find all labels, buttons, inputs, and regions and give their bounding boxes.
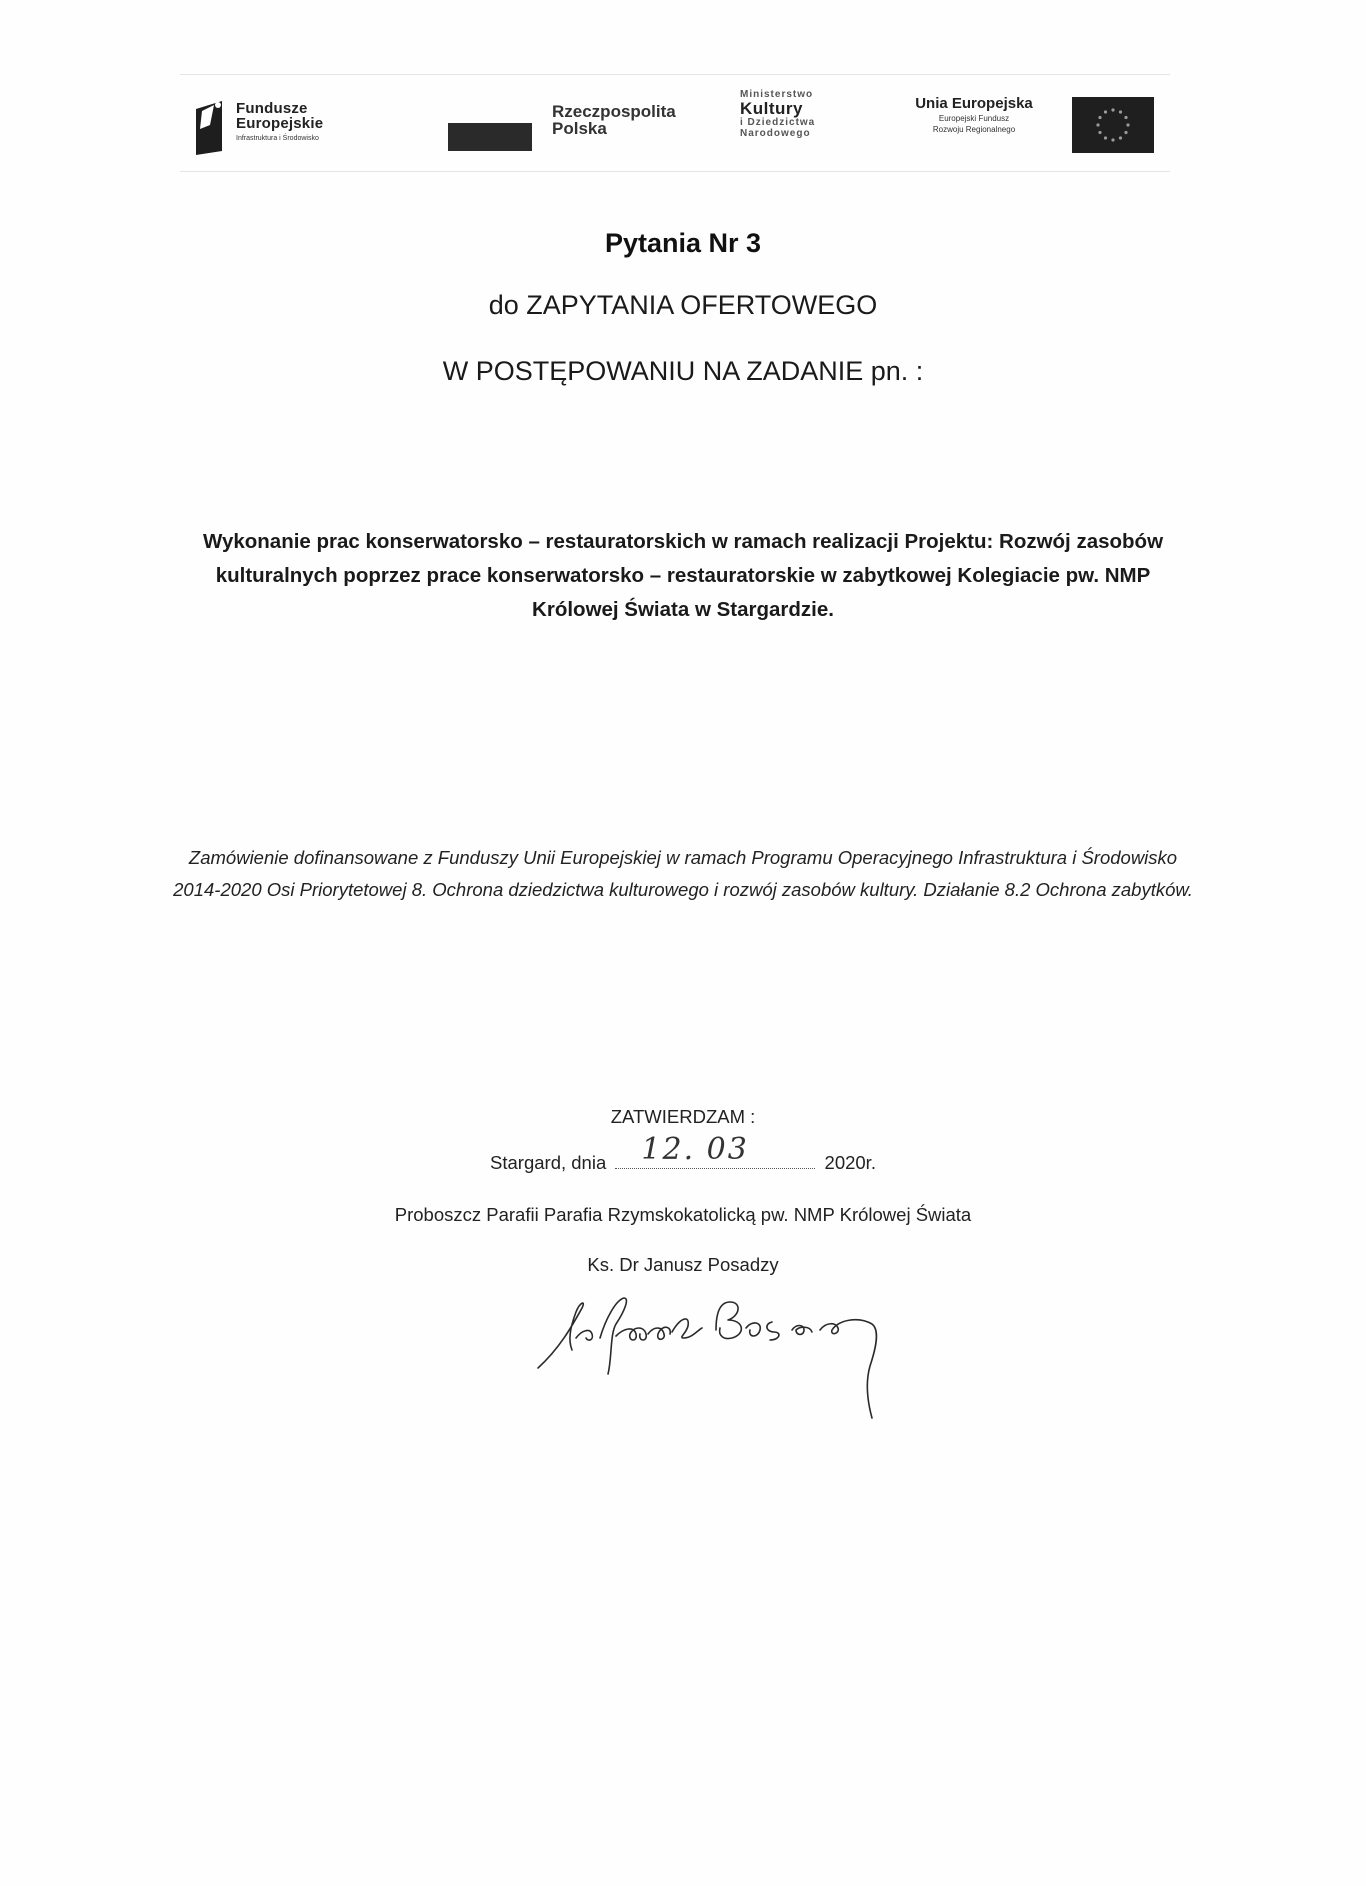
ministerstwo-kultury-logo	[740, 89, 870, 159]
mk-line1: Ministerstwo	[740, 89, 814, 100]
eu-flag-icon	[1072, 97, 1154, 153]
fe-line2: Europejskie	[236, 115, 324, 132]
date-handwritten: 12. 03	[641, 1132, 749, 1167]
date-line	[0, 1132, 1366, 1174]
subtitle-procedure: W POSTĘPOWANIU NA ZADANIE pn. :	[442, 356, 924, 386]
priest-name: Ks. Dr Janusz Posadzy	[587, 1254, 779, 1275]
mk-line2: Kultury	[740, 99, 803, 118]
handwritten-signature	[520, 1268, 1000, 1428]
subtitle-inquiry: do ZAPYTANIA OFERTOWEGO	[488, 290, 878, 320]
approval-label: ZATWIERDZAM :	[610, 1106, 756, 1127]
parish-line: Proboszcz Parafii Parafia Rzymskokatolicką pw. NMP Królowej Świata	[394, 1204, 972, 1225]
fe-star-icon	[192, 95, 226, 155]
polish-flag-icon	[448, 123, 532, 151]
project-description: Wykonanie prac konserwatorsko – restauratorskich w ramach realizacji Projektu: Rozwój zasobów kulturalnych poprzez prace konserwatorsko – restauratorskie w zabytkowej Kolegiacie pw. NMP Królowej Świata w Stargardzie.	[202, 530, 1164, 621]
ue-line1: Unia Europejska	[915, 95, 1033, 112]
mk-line3: i Dziedzictwa	[740, 117, 816, 128]
ue-line3: Rozwoju Regionalnego	[932, 125, 1016, 134]
rp-line1: Rzeczpospolita	[552, 102, 676, 121]
rzeczpospolita-polska-logo	[448, 97, 748, 155]
mk-line4: Narodowego	[740, 128, 811, 139]
fundusze-europejskie-logo	[192, 95, 412, 155]
funding-note: Zamówienie dofinansowane z Funduszy Unii Europejskiej w ramach Programu Operacyjnego Infrastruktura i Środowisko 2014-2020 Osi Priorytetowej 8. Ochrona dziedzictwa kulturowego i rozwój zasobów kultury. Działanie 8.2 Ochrona zabytków.	[173, 847, 1193, 900]
date-suffix: 2020r.	[824, 1152, 876, 1173]
logo-strip	[180, 74, 1170, 172]
date-field	[615, 1132, 815, 1169]
ue-line2: Europejski Fundusz	[938, 114, 1010, 123]
date-prefix: Stargard, dnia	[490, 1152, 607, 1173]
unia-europejska-logo	[900, 93, 1160, 155]
page-title: Pytania Nr 3	[604, 228, 762, 258]
rp-line2: Polska	[552, 119, 607, 138]
fe-line1: Fundusze	[236, 100, 308, 117]
fe-line3: Infrastruktura i Środowisko	[236, 135, 319, 142]
